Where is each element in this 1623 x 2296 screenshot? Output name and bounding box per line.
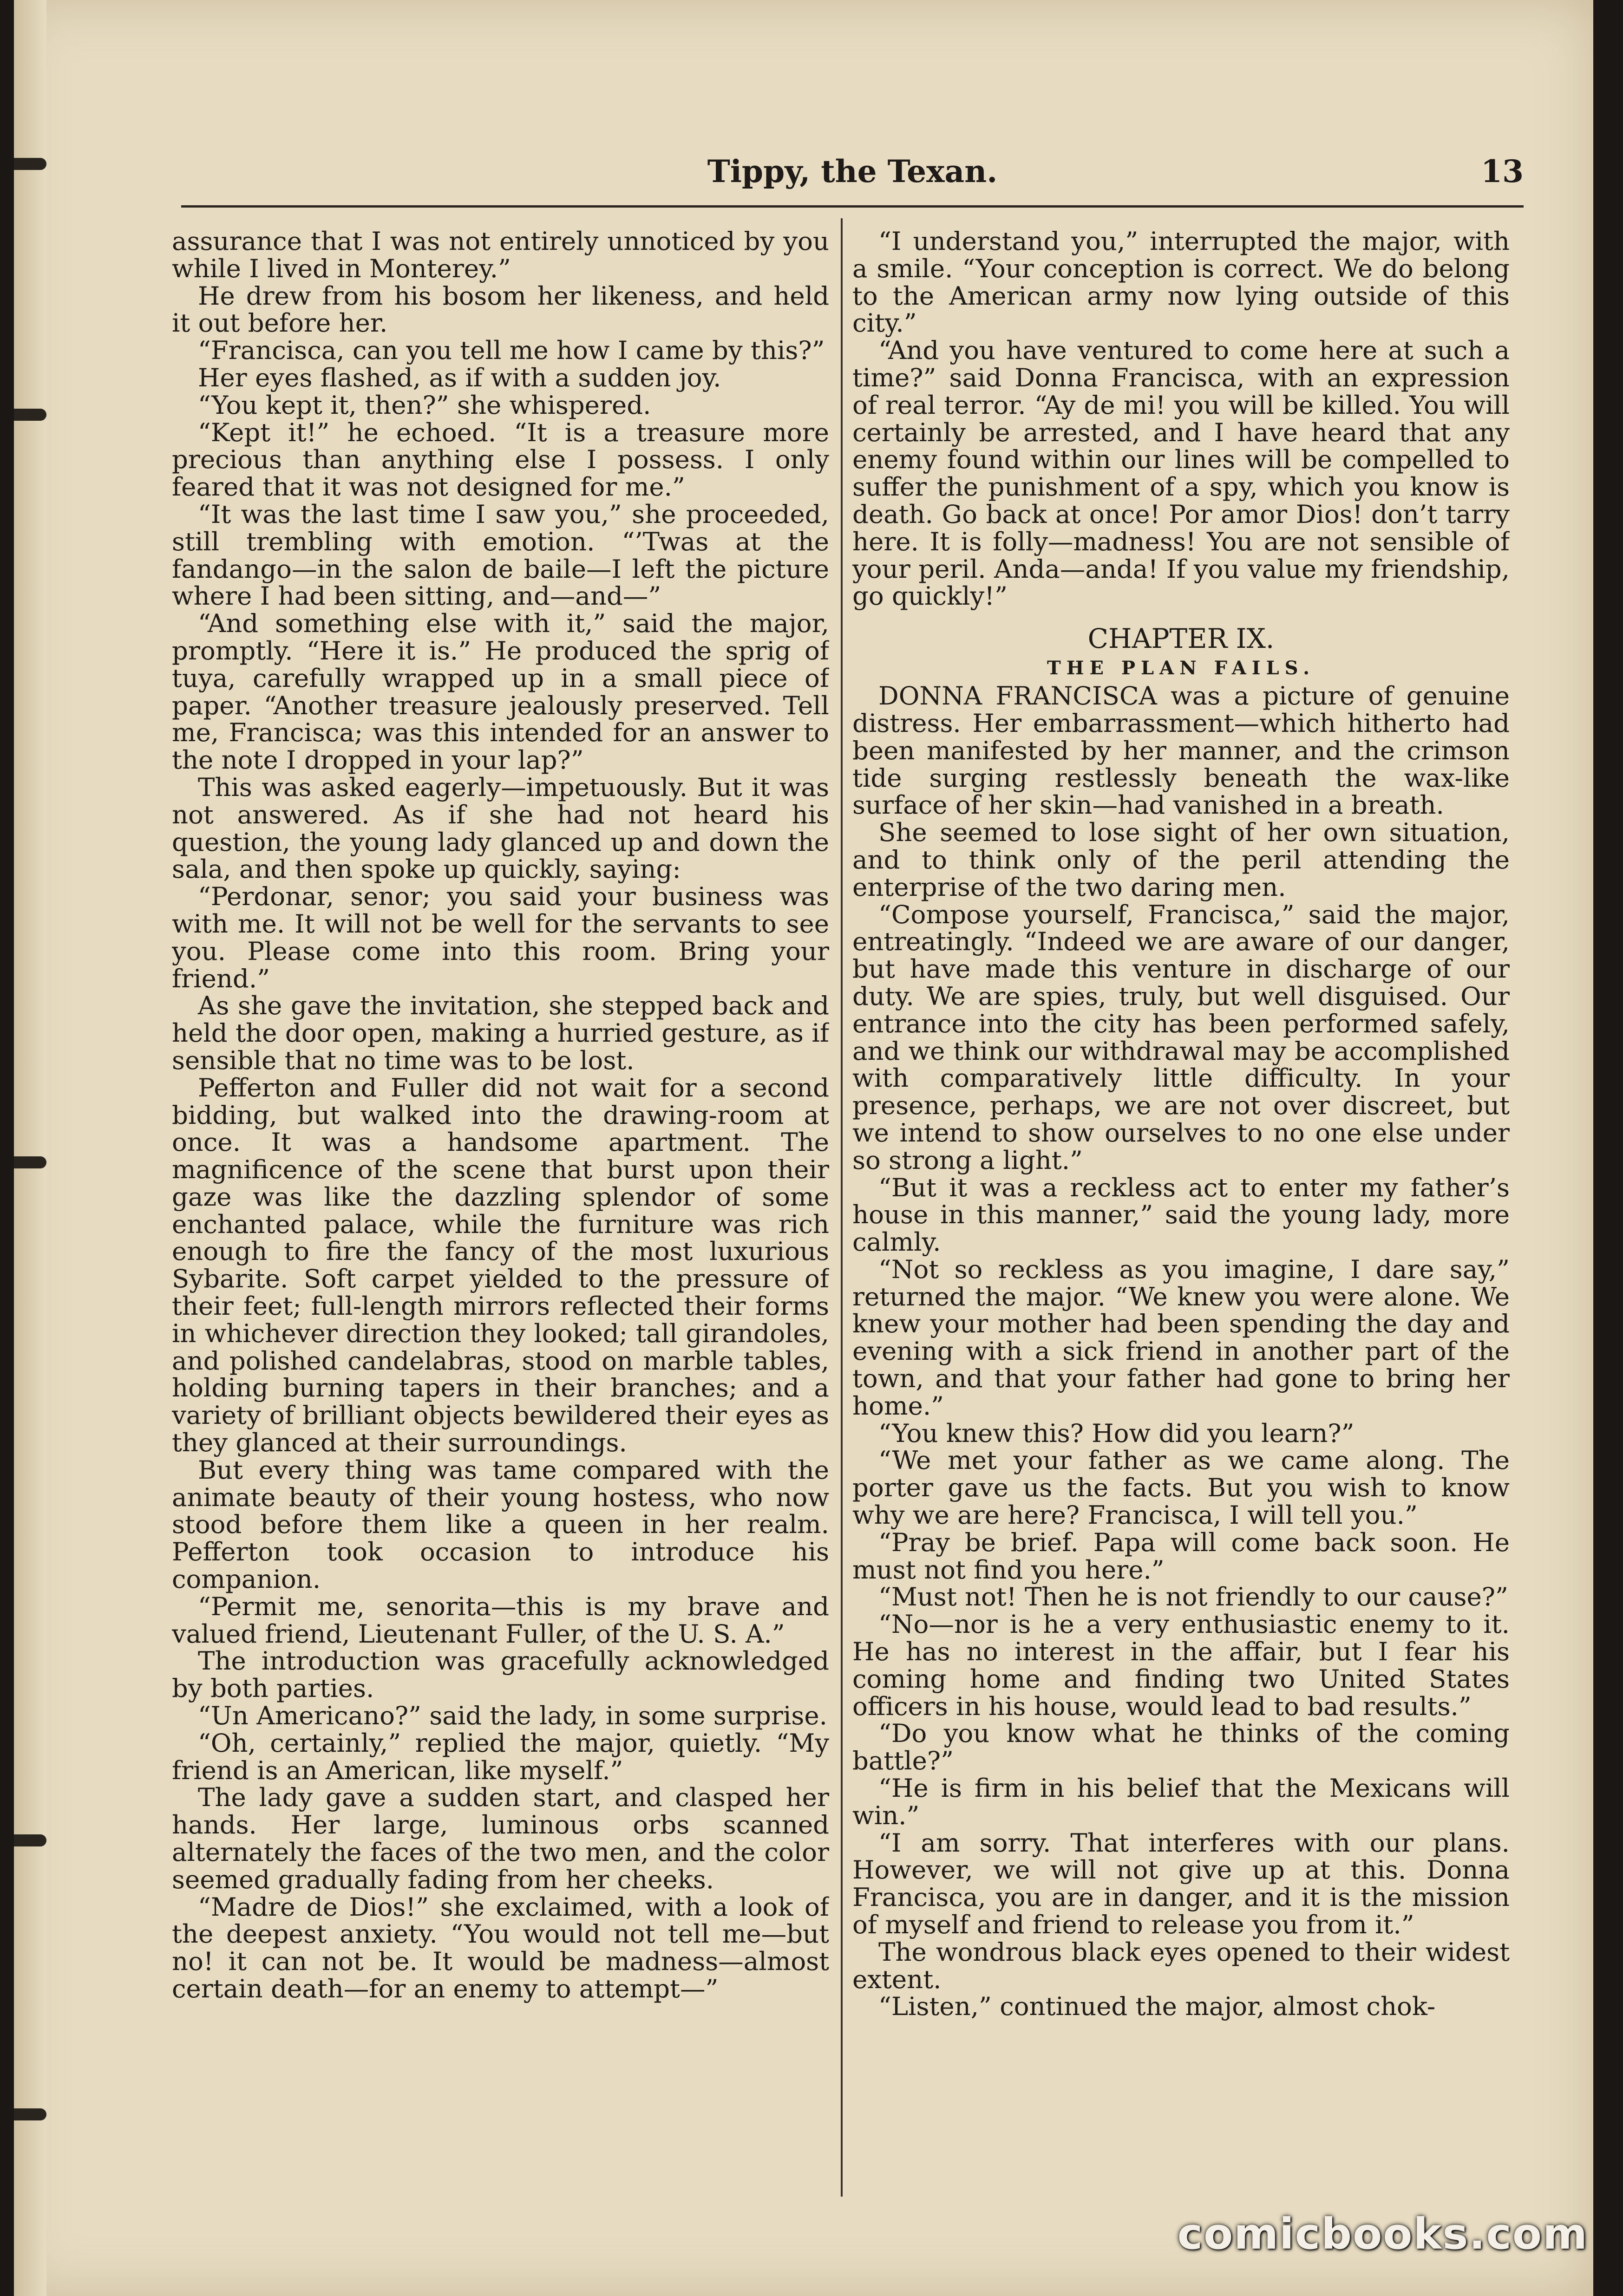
chapter-title: CHAPTER IX. <box>1087 623 1275 655</box>
column-divider <box>841 218 843 2197</box>
paragraph: Her eyes flashed, as if with a sudden joy. <box>198 362 721 392</box>
paragraph: “Compose yourself, Francisca,” said the major, entreatingly. “Indeed we are aware of our danger, but have made this venture in discharge of our duty. We are spies, truly, but well disguised. Our entrance into the city has been performed safely, and we think our withdrawal may be accomplished with comparatively little difficulty. In your presence, perhaps, we are not over discreet, but we intend to show ourselves to no one else under so strong a light.” <box>852 899 1510 1175</box>
page-binding <box>14 0 46 2296</box>
binding-stitch <box>14 2108 46 2120</box>
chapter-subtitle: THE PLAN FAILS. <box>1047 657 1315 679</box>
paragraph: “Un Americano?” said the lady, in some surprise. <box>198 1701 827 1731</box>
paragraph: “We met your father as we came along. The porter gave us the facts. But you wish to know why we are here? Francisca, I will tell you.” <box>852 1445 1510 1530</box>
paragraph: “Listen,” continued the major, almost chok- <box>878 1991 1436 2022</box>
page-number: 13 <box>1481 153 1524 189</box>
paragraph: The wondrous black eyes opened to their widest extent. <box>852 1937 1510 1994</box>
paragraph: “Kept it!” he echoed. “It is a treasure more precious than anything else I possess. I only feared that it was not designed for me.” <box>172 417 829 502</box>
header-rule <box>181 205 1524 208</box>
paragraph: “I understand you,” interrupted the major, with a smile. “Your conception is correct. We do belong to the American army now lying outside of this city.” <box>852 228 1510 338</box>
paragraph: He drew from his bosom her likeness, and held it out before her. <box>172 280 829 338</box>
paragraph: “He is firm in his belief that the Mexicans will win.” <box>852 1773 1510 1830</box>
paragraph: This was asked eagerly—impetuously. But it was not answered. As if she had not heard his question, the young lady glanced up and down the sala, and then spoke up quickly, saying: <box>172 772 829 884</box>
paragraph: “And you have ventured to come here at such a time?” said Donna Francisca, with an expression of real terror. “Ay de mi! you will be killed. You will certainly be arrested, and I have heard that any enemy found within our lines will be compelled to suffer the punishment of a spy, which you know is death. Go back at once! Por amor Dios! don’t tarry here. It is folly—madness! You are not sensible of your peril. Anda—anda! If you value my friendship, go quickly!” <box>852 335 1510 611</box>
paragraph: “No—nor is he a very enthusiastic enemy to it. He has no interest in the affair, but I fear his coming home and finding two United States officers in his house, would lead to bad results.” <box>852 1609 1510 1721</box>
paragraph: “I am sorry. That interferes with our plans. However, we will not give up at this. Donna Francisca, you are in danger, and it is the mission of myself and friend to release you from it.” <box>852 1827 1510 1940</box>
paragraph: The introduction was gracefully acknowledged by both parties. <box>172 1646 829 1703</box>
paragraph: “Do you know what he thinks of the coming battle?” <box>852 1718 1510 1776</box>
binding-stitch <box>14 1156 46 1168</box>
paragraph: assurance that I was not entirely unnoticed by you while I lived in Monterey.” <box>172 228 829 283</box>
binding-stitch <box>14 409 46 421</box>
left-column <box>172 228 829 2192</box>
paragraph: But every thing was tame compared with the animate beauty of their young hostess, who now stood before them like a queen in her realm. Pefferton took occasion to introduce his companion. <box>172 1455 829 1594</box>
paragraph: Pefferton and Fuller did not wait for a second bidding, but walked into the drawing-room at once. It was a handsome apartment. The magnificence of the scene that burst upon their gaze was like the dazzling splendor of some enchanted palace, while the furniture was rich enough to fire the fancy of the most luxurious Sybarite. Soft carpet yielded to the pressure of their feet; full-length mirrors reflected their forms in whichever direction they looked; tall girandoles, and polished candelabras, stood on marble tables, holding burning tapers in their branches; and a variety of brilliant objects bewildered their eyes as they glanced at their surroundings. <box>172 1072 829 1458</box>
paragraph: “Francisca, can you tell me how I came by this?” <box>198 335 825 365</box>
paragraph: “It was the last time I saw you,” she proceeded, still trembling with emotion. “’Twas at the fandango—in the salon de baile—I left the picture where I had been sitting, and—and—” <box>172 499 829 611</box>
page-header <box>181 149 1524 204</box>
running-title: Tippy, the Texan. <box>707 153 998 189</box>
site-watermark: comicbooks.com <box>1177 2209 1588 2259</box>
paragraph: “Must not! Then he is not friendly to our cause?” <box>878 1582 1508 1612</box>
paragraph: “And something else with it,” said the major, promptly. “Here it is.” He produced the sprig of tuya, carefully wrapped up in a small piece of paper. “Another treasure jealously preserved. Tell me, Francisca; was this intended for an answer to the note I dropped in your lap?” <box>172 608 829 775</box>
paragraph: “Madre de Dios!” she exclaimed, with a look of the deepest anxiety. “You would not tell me—but no! it can not be. It would be madness—almost certain death—for an enemy to attempt—” <box>172 1892 829 2003</box>
paragraph: “You knew this? How did you learn?” <box>878 1418 1355 1448</box>
right-column <box>852 228 1510 2192</box>
paragraph: “Pray be brief. Papa will come back soon. He must not find you here.” <box>852 1527 1510 1585</box>
binding-stitch <box>14 158 46 170</box>
paragraph: “Oh, certainly,” replied the major, quietly. “My friend is an American, like myself.” <box>172 1728 829 1785</box>
paragraph: DONNA FRANCISCA was a picture of genuine distress. Her embarrassment—which hitherto had been manifested by her manner, and the crimson tide surging restlessly beneath the wax-like surface of her skin—had vanished in a breath. <box>852 681 1510 820</box>
paragraph: “Permit me, senorita—this is my brave and valued friend, Lieutenant Fuller, of the U. S. A.” <box>172 1591 829 1649</box>
paragraph: “Perdonar, senor; you said your business was with me. It will not be well for the servants to see you. Please come into this room. Bring your friend.” <box>172 881 829 993</box>
binding-stitch <box>14 1834 46 1846</box>
paragraph: As she gave the invitation, she stepped back and held the door open, making a hurried gesture, as if sensible that no time was to be lost. <box>172 991 829 1075</box>
paragraph: She seemed to lose sight of her own situation, and to think only of the peril attending the enterprise of the two daring men. <box>852 817 1510 902</box>
paragraph: The lady gave a sudden start, and clasped her hands. Her large, luminous orbs scanned alternately the faces of the two men, and the color seemed gradually fading from her cheeks. <box>172 1782 829 1894</box>
paragraph: “You kept it, then?” she whispered. <box>198 390 651 420</box>
paragraph: “But it was a reckless act to enter my father’s house in this manner,” said the young lady, more calmly. <box>852 1172 1510 1257</box>
paragraph: “Not so reckless as you imagine, I dare say,” returned the major. “We knew you were alone. We knew your mother had been spending the day and evening with a sick friend in another part of the town, and that your father had gone to bring her home.” <box>852 1254 1510 1421</box>
